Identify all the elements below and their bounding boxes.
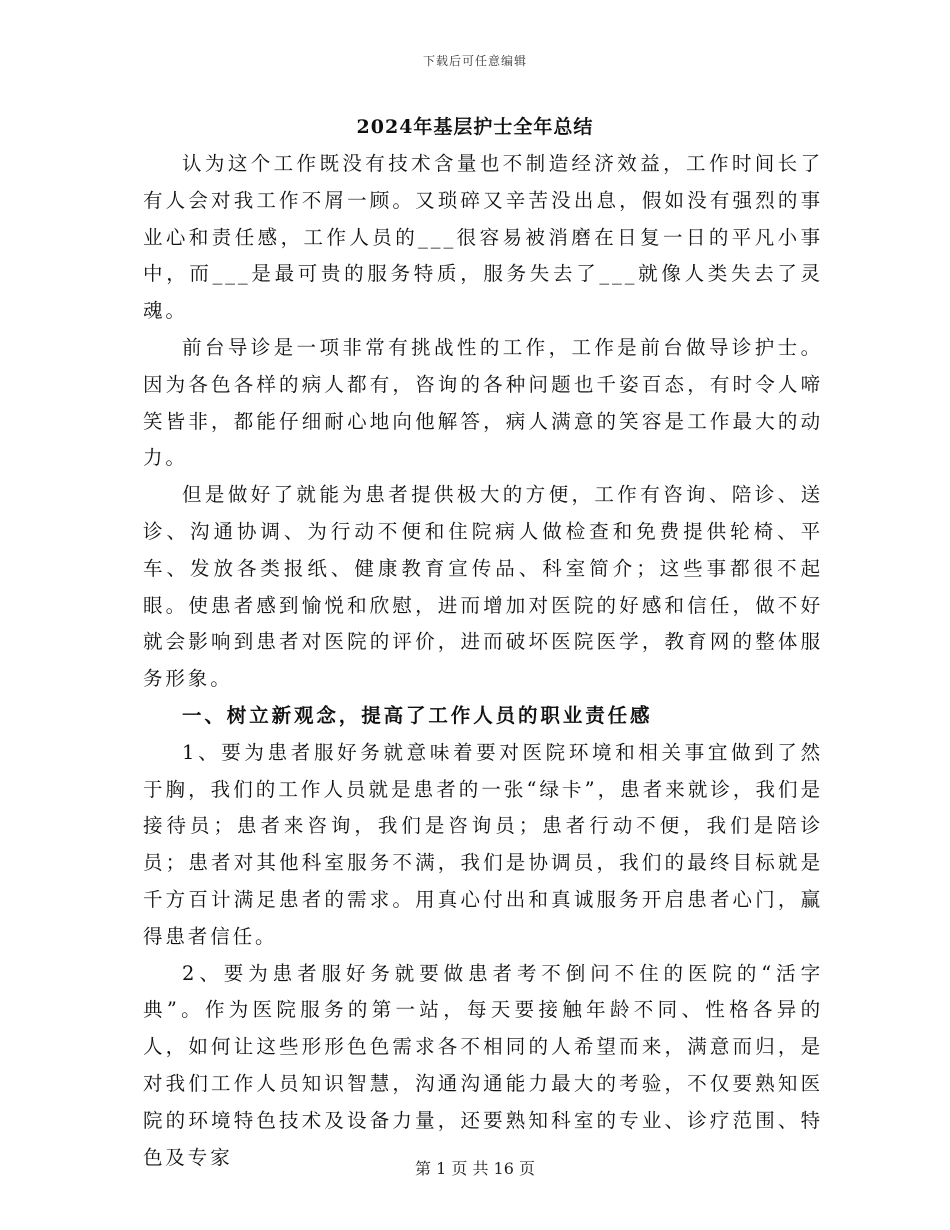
paragraph: 2、要为患者服好务就要做患者考不倒问不住的医院的“活字典”。作为医院服务的第一站，每天要接触年龄不同、性格各异的人，如何让这些形形色色需求各不相同的人希望而来，满意而归，是对我们工作人员知识智慧，沟通沟通能力最大的考验，不仅要熟知医院的环境特色技术及设备力量，还要熟知科室的专业、诊疗范围、特色及专家 (143, 961, 823, 1169)
paragraph: 前台导诊是一项非常有挑战性的工作，工作是前台做导诊护士。因为各色各样的病人都有，咨询的各种问题也千姿百态，有时令人啼笑皆非，都能仔细耐心地向他解答，病人满意的笑容是工作最大的动力。 (143, 335, 823, 470)
paragraph: 但是做好了就能为患者提供极大的方便，工作有咨询、陪诊、送诊、沟通协调、为行动不便和住院病人做检查和免费提供轮椅、平车、发放各类报纸、健康教育宣传品、科室简介；这些事都很不起眼。使患者感到愉悦和欣慰，进而增加对医院的好感和信任，做不好就会影响到患者对医院的评价，进而破坏医院医学，教育网的整体服务形象。 (143, 483, 823, 691)
paragraph: 认为这个工作既没有技术含量也不制造经济效益，工作时间长了有人会对我工作不屑一顾。又琐碎又辛苦没出息，假如没有强烈的事业心和责任感，工作人员的___很容易被消磨在日复一日的平凡小事中，而___是最可贵的服务特质，服务失去了___就像人类失去了灵魂。 (143, 152, 823, 323)
section-heading: 一、树立新观念，提高了工作人员的职业责任感 (182, 703, 653, 727)
page-footer: 第 1 页 共 16 页 (415, 1159, 535, 1178)
header-note: 下载后可任意编辑 (422, 54, 527, 68)
paragraph: 1、要为患者服好务就意味着要对医院环境和相关事宜做到了然于胸，我们的工作人员就是患者的一张“绿卡”，患者来就诊，我们是接待员；患者来咨询，我们是咨询员；患者行动不便，我们是陪诊员；患者对其他科室服务不满，我们是协调员，我们的最终目标就是千方百计满足患者的需求。用真心付出和真诚服务开启患者心门，赢得患者信任。 (143, 740, 823, 948)
document-body (143, 146, 823, 1176)
document-title: 2024年基层护士全年总结 (356, 116, 594, 138)
